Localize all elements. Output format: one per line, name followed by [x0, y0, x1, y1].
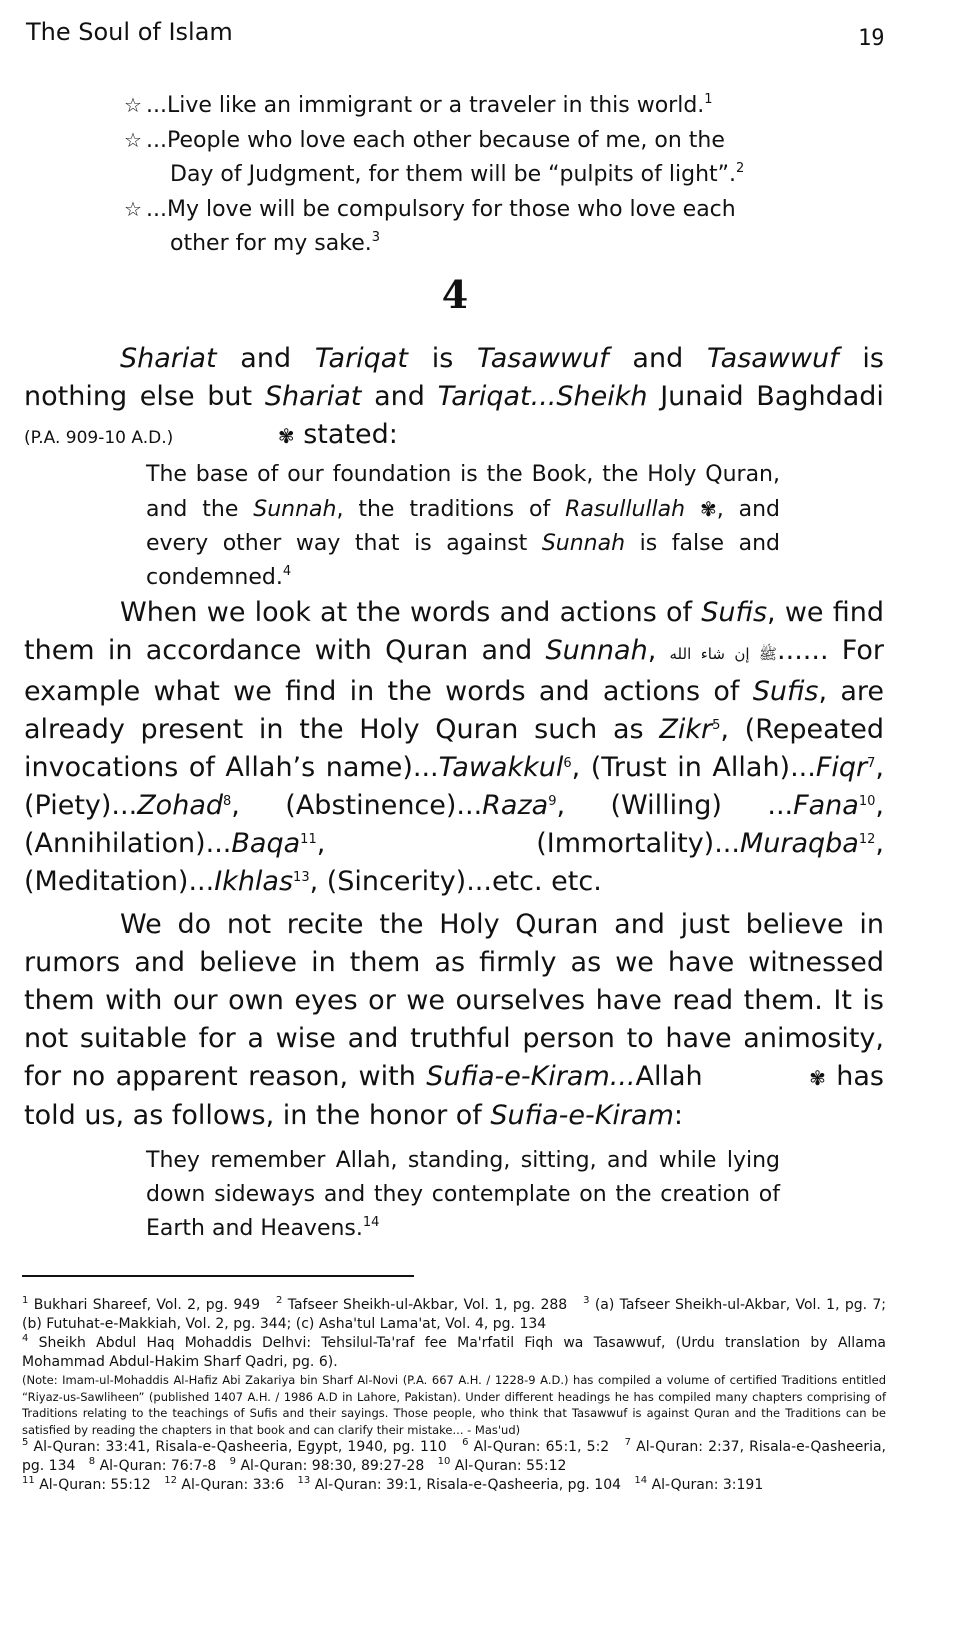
footnote-ref: 3 — [371, 230, 380, 245]
footnote-line: $^5$ Al-Quran: 33:41, Risala-e-Qasheeria, Egypt, 1940, pg. 110 $^6$ Al-Quran: 65:1, 5:2 $^7$ Al-Quran: 2:37, Risala-e-Qasheeria, pg. 134 $^8$ Al-Quran: 76:7-8 $^9$ Al-Quran: 98:30, 89:27-28 $^{10}$ Al-Quran: 55:12 — [22, 1437, 887, 1474]
star-icon: ☆ — [124, 93, 142, 117]
star-icon: ☆ — [124, 128, 142, 152]
footnote-line: $^{11}$ Al-Quran: 55:12 $^{12}$ Al-Quran: 33:6 $^{13}$ Al-Quran: 39:1, Risala-e-Qasheeria, pg. 104 $^{14}$ Al-Quran: 3:191 — [22, 1475, 764, 1493]
footnote-rule — [22, 1275, 414, 1277]
hadith-item — [124, 192, 764, 261]
quote-quran: They remember Allah, standing, sitting, and while lying down sideways and they contemplate on the creation of Earth and Heavens.$^{14}$ — [146, 1148, 780, 1241]
quote-junaid: The base of our foundation is the Book, the Holy Quran, and the Sunnah, the traditions of Rasullullah ✾, and every other way that is against Sunnah is false and condemned.$^4$ — [146, 462, 780, 590]
dates: (P.A. 909-10 A.D.) — [24, 428, 174, 448]
hadith-item — [124, 123, 764, 192]
footnote-ref: 1 — [704, 92, 713, 107]
paragraph-sufis: When we look at the words and actions of Sufis, we find them in accordance with Quran and Sunnah, ﷺ إن شاء الله...... For example what we find in the words and actions of Sufis, are already present in the Holy Quran such as Zikr$^5$, (Repeated invocations of Allah’s name)...Tawakkul$^6$, (Trust in Allah)...Fiqr$^7$, (Piety)...Zohad$^8$, (Abstinence)...Raza$^9$, (Willing) ...Fana$^{10}$, (Annihilation)...Baqa$^{11}$, (Immortality)...Muraqba$^{12}$, (Meditation)...Ikhlas$^{13}$, (Sincerity)...etc. etc. — [24, 597, 885, 897]
footnote-line: $^4$ Sheikh Abdul Haq Mohaddis Delhvi: Tehsilul-Ta'raf fee Ma'rfatil Fiqh wa Tasawwuf, (Urdu translation by Allama Mohammad Abdul-Hakim Sharf Qadri, pg. 6). — [22, 1333, 886, 1370]
paragraph-shariat: Shariat and Tariqat is Tasawwuf and Tasawwuf is nothing else but Shariat and Tariqat...Sheikh Junaid Baghdadi (P.A. 909-10 A.D.) ✾ stated: — [24, 340, 884, 457]
honorific-icon: ✾ — [809, 1066, 826, 1090]
section-number: 4 — [441, 272, 469, 317]
footnote-ref: 2 — [736, 161, 745, 176]
star-icon: ☆ — [124, 197, 142, 221]
footnote-note: (Note: Imam-ul-Mohaddis Al-Hafiz Abi Zakariya bin Sharf Al-Novi (P.A. 667 A.H. / 1228-9 A.D.) has compiled a volume of certified Traditions entitled “Riyaz-us-Sawliheen” (published 1407 A.H. / 1986 A.D in Lahore, Pakistan). Under different headings he has compiled many chapters comprising of Traditions relating to the teachings of Sufis and their sayings. Those people, who think that Tasawwuf is against Quran and the Traditions can be satisfied by reading the chapters in that book and can clarify their mistake... - Mas'ud) — [22, 1373, 886, 1437]
hadith-text: ...Live like an immigrant or a traveler in this world. — [146, 93, 705, 118]
honorific-icon: ✾ — [277, 424, 295, 448]
footnote-line: $^1$ Bukhari Shareef, Vol. 2, pg. 949 $^2$ Tafseer Sheikh-ul-Akbar, Vol. 1, pg. 288 $^3$ (a) Tafseer Sheikh-ul-Akbar, Vol. 1, pg. 7; (b) Futuhat-e-Makkiah, Vol. 2, pg. 344; (c) Asha'tul Lama'at, Vol. 4, pg. 134 — [22, 1295, 887, 1332]
running-title: The Soul of Islam — [26, 18, 233, 46]
hadith-text: ...My love will be compulsory for those who love each other for my sake. — [146, 197, 736, 256]
honorific-icon: ✾ — [699, 497, 717, 521]
arabic-phrase: ﷺ إن شاء الله — [669, 645, 778, 663]
footnote-ref: 14 — [362, 1215, 380, 1230]
hadith-text: ...People who love each other because of me, on the Day of Judgment, for them will be “pulpits of light”. — [146, 128, 737, 187]
paragraph-rumors: We do not recite the Holy Quran and just believe in rumors and believe in them as firmly as we have witnessed them with our own eyes or we ourselves have read them. It is not suitable for a wise and truthful person to have animosity, for no apparent reason, with Sufia-e-Kiram...Allah ✾ has told us, as follows, in the honor of Sufia-e-Kiram: — [24, 909, 884, 1131]
page-number: 19 — [858, 26, 885, 51]
footnote-ref: 4 — [282, 564, 292, 579]
hadith-item — [124, 88, 764, 123]
hadith-list — [124, 88, 764, 261]
footnotes — [22, 1296, 886, 1495]
